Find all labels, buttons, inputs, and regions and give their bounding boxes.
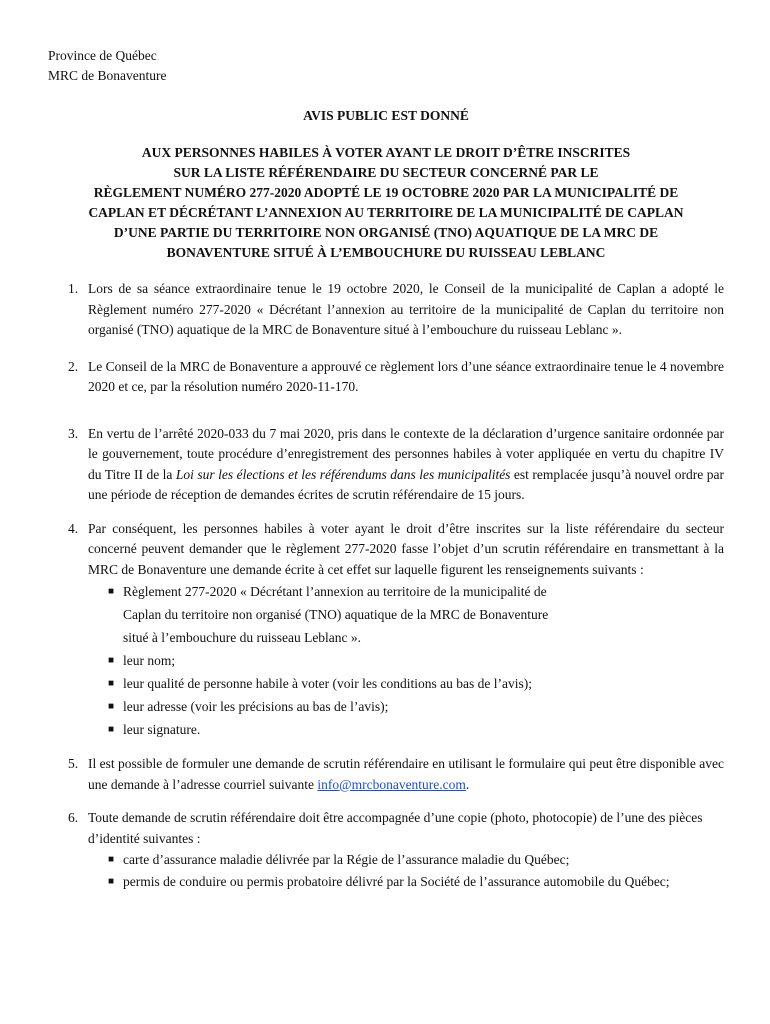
bullet-text: leur adresse (voir les précisions au bas de l’avis); (123, 699, 389, 714)
item-text: Par conséquent, les personnes habiles à voter ayant le droit d’être inscrites sur la liste référendaire du secteur concerné peuvent demander que le règlement 277-2020 fasse l’objet d’un scrutin référendaire en transmettant à la MRC de Bonaventure une demande écrite à cet effet sur laquelle figurent les renseignements suivants : (88, 520, 724, 577)
bullet-text-line: Caplan du territoire non organisé (TNO) aquatique de la MRC de Bonaventure (123, 607, 549, 622)
item-text (88, 754, 724, 795)
bullet-item (108, 871, 724, 893)
item-number: 6. (68, 810, 79, 825)
bullet-list (88, 849, 724, 893)
item-text-before: En vertu de l’arrêté 2020-033 du 7 mai 2020, pris dans le contexte de la déclaration d’urgence sanitaire ordonnée par le gouvernement, toute procédure d’enregistrement des personnes habiles à voter appliquée en vertu du chapitre IV du Titre II de la (88, 425, 724, 482)
bullet-item (108, 849, 724, 871)
item-number: 1. (68, 281, 79, 296)
list-item-5 (48, 754, 724, 795)
bullet-icon: ■ (108, 678, 115, 689)
bullet-icon: ■ (108, 854, 115, 865)
item-text: Toute demande de scrutin référendaire doit être accompagnée d’une copie (photo, photocopie) de l’une des pièces d’identité suivantes : (88, 810, 703, 846)
bullet-item (108, 672, 724, 695)
list-item-4 (48, 519, 724, 742)
bullet-icon: ■ (108, 876, 115, 887)
document-header (48, 46, 724, 86)
notice-title: AVIS PUBLIC EST DONNÉ (303, 108, 469, 123)
item-text-after: est remplacée jusqu’à nouvel ordre par une période de réception de demandes écrites de scrutin référendaire de 15 jours. (88, 466, 724, 502)
bullet-text: leur signature. (123, 722, 201, 737)
email-link[interactable]: info@mrcbonaventure.com (317, 776, 466, 792)
item-text: Lors de sa séance extraordinaire tenue le 19 octobre 2020, le Conseil de la municipalité de Caplan a adopté le Règlement numéro 277-2020 « Décrétant l’annexion au territoire de la municipalité de Caplan du territoire non organisé (TNO) aquatique de la MRC de Bonaventure situé à l’embouchure du ruisseau Leblanc ». (88, 281, 724, 337)
list-item-1 (48, 279, 724, 341)
bullet-text-line: Règlement 277-2020 « Décrétant l’annexion au territoire de la municipalité de (123, 584, 547, 599)
bullet-list (88, 580, 724, 741)
bullet-item (108, 649, 724, 672)
bullet-icon: ■ (108, 701, 115, 712)
subtitle-line: D’UNE PARTIE DU TERRITOIRE NON ORGANISÉ (TNO) AQUATIQUE DE LA MRC DE (113, 225, 659, 240)
bullet-text-line: situé à l’embouchure du ruisseau Leblanc ». (123, 630, 362, 645)
bullet-text: leur nom; (123, 653, 176, 668)
subtitle-line: AUX PERSONNES HABILES À VOTER AYANT LE DROIT D’ÊTRE INSCRITES (141, 145, 631, 160)
subtitle-line: RÈGLEMENT NUMÉRO 277-2020 ADOPTÉ LE 19 OCTOBRE 2020 PAR LA MUNICIPALITÉ DE (93, 185, 679, 200)
bullet-text: permis de conduire ou permis probatoire délivré par la Société de l’assurance automobile du Québec; (123, 874, 670, 889)
bullet-icon: ■ (108, 655, 115, 666)
item-text-main: Il est possible de formuler une demande de scrutin référendaire en utilisant le formulaire qui peut être disponible avec une demande à l’adresse courriel suivante (88, 756, 724, 792)
item-number: 4. (68, 520, 79, 536)
item-number: 2. (68, 358, 79, 374)
bullet-text: leur qualité de personne habile à voter (voir les conditions au bas de l’avis); (123, 676, 532, 691)
item-number: 5. (68, 756, 79, 771)
bullet-icon: ■ (108, 724, 115, 735)
list-item-3 (48, 424, 724, 506)
bullet-item (108, 580, 724, 649)
item-text-end: . (465, 776, 470, 792)
subtitle-line: CAPLAN ET DÉCRÉTANT L’ANNEXION AU TERRITOIRE DE LA MUNICIPALITÉ DE CAPLAN (88, 205, 684, 220)
bullet-item (108, 695, 724, 718)
item-text (88, 424, 724, 506)
subtitle-line: SUR LA LISTE RÉFÉRENDAIRE DU SECTEUR CONCERNÉ PAR LE (173, 165, 599, 180)
notice-subtitle (48, 143, 724, 263)
law-title: Loi sur les élections et les référendums dans les municipalités (175, 466, 511, 482)
subtitle-line: BONAVENTURE SITUÉ À L’EMBOUCHURE DU RUISSEAU LEBLANC (166, 245, 606, 260)
item-text: Le Conseil de la MRC de Bonaventure a approuvé ce règlement lors d’une séance extraordinaire tenue le 4 novembre 2020 et ce, par la résolution numéro 2020-11-170. (88, 358, 724, 394)
province-line: Province de Québec (48, 48, 157, 63)
bullet-item (108, 718, 724, 741)
item-number: 3. (68, 425, 79, 441)
bullet-icon: ■ (108, 586, 115, 597)
numbered-list (48, 279, 724, 893)
bullet-text: carte d’assurance maladie délivrée par la Régie de l’assurance maladie du Québec; (123, 852, 570, 867)
list-item-2 (48, 357, 724, 398)
list-item-6 (48, 808, 724, 893)
mrc-line: MRC de Bonaventure (48, 68, 167, 83)
